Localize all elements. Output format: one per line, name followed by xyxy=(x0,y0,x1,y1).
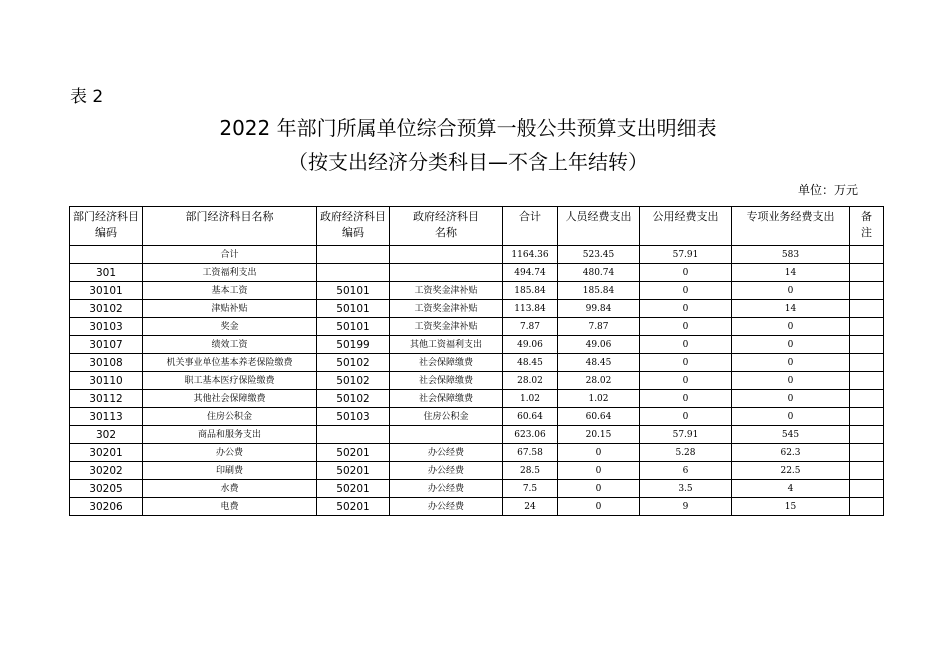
cell-personnel: 0 xyxy=(558,480,640,498)
cell-special: 0 xyxy=(732,336,850,354)
cell-dept-name: 水费 xyxy=(143,480,317,498)
cell-dept-code: 30101 xyxy=(70,282,143,300)
cell-gov-code xyxy=(317,426,390,444)
table-header-row xyxy=(70,207,884,246)
cell-dept-code: 30113 xyxy=(70,408,143,426)
cell-special: 545 xyxy=(732,426,850,444)
cell-total: 7.87 xyxy=(503,318,558,336)
cell-special: 583 xyxy=(732,246,850,264)
cell-gov-name: 工资奖金津补贴 xyxy=(390,318,503,336)
cell-dept-code: 30206 xyxy=(70,498,143,516)
cell-total: 1164.36 xyxy=(503,246,558,264)
cell-special: 0 xyxy=(732,408,850,426)
cell-dept-code: 30201 xyxy=(70,444,143,462)
cell-public: 0 xyxy=(640,408,732,426)
cell-public: 0 xyxy=(640,318,732,336)
cell-dept-name: 机关事业单位基本养老保险缴费 xyxy=(143,354,317,372)
cell-special: 15 xyxy=(732,498,850,516)
cell-dept-code: 30110 xyxy=(70,372,143,390)
cell-dept-code: 30108 xyxy=(70,354,143,372)
cell-dept-name: 职工基本医疗保险缴费 xyxy=(143,372,317,390)
column-header-special: 专项业务经费支出 xyxy=(732,207,850,246)
cell-public: 6 xyxy=(640,462,732,480)
cell-total: 623.06 xyxy=(503,426,558,444)
table-row xyxy=(70,318,884,336)
cell-total: 49.06 xyxy=(503,336,558,354)
cell-dept-name: 商品和服务支出 xyxy=(143,426,317,444)
cell-dept-name: 办公费 xyxy=(143,444,317,462)
cell-personnel: 99.84 xyxy=(558,300,640,318)
cell-total: 1.02 xyxy=(503,390,558,408)
table-row xyxy=(70,300,884,318)
cell-personnel: 48.45 xyxy=(558,354,640,372)
cell-public: 0 xyxy=(640,372,732,390)
cell-total: 113.84 xyxy=(503,300,558,318)
cell-personnel: 20.15 xyxy=(558,426,640,444)
cell-note xyxy=(850,282,884,300)
cell-special: 4 xyxy=(732,480,850,498)
column-header-gov-name: 政府经济科目名称 xyxy=(390,207,503,246)
cell-special: 62.3 xyxy=(732,444,850,462)
cell-gov-code: 50201 xyxy=(317,444,390,462)
cell-personnel: 0 xyxy=(558,498,640,516)
cell-public: 0 xyxy=(640,336,732,354)
cell-public: 0 xyxy=(640,300,732,318)
table-row xyxy=(70,480,884,498)
cell-personnel: 185.84 xyxy=(558,282,640,300)
document-title: 2022 年部门所属单位综合预算一般公共预算支出明细表 xyxy=(219,116,717,140)
cell-gov-name: 工资奖金津补贴 xyxy=(390,300,503,318)
table-row xyxy=(70,264,884,282)
cell-dept-name: 基本工资 xyxy=(143,282,317,300)
cell-gov-code: 50103 xyxy=(317,408,390,426)
cell-public: 57.91 xyxy=(640,426,732,444)
table-row xyxy=(70,282,884,300)
cell-special: 0 xyxy=(732,354,850,372)
cell-note xyxy=(850,498,884,516)
cell-note xyxy=(850,426,884,444)
cell-total: 7.5 xyxy=(503,480,558,498)
cell-dept-name: 绩效工资 xyxy=(143,336,317,354)
cell-total: 185.84 xyxy=(503,282,558,300)
cell-public: 9 xyxy=(640,498,732,516)
cell-gov-code: 50101 xyxy=(317,282,390,300)
cell-dept-code: 30102 xyxy=(70,300,143,318)
cell-dept-name: 其他社会保障缴费 xyxy=(143,390,317,408)
table-row xyxy=(70,246,884,264)
budget-detail-table xyxy=(69,206,884,516)
cell-note xyxy=(850,300,884,318)
cell-gov-code: 50102 xyxy=(317,372,390,390)
cell-dept-name: 津贴补贴 xyxy=(143,300,317,318)
table-row xyxy=(70,372,884,390)
cell-personnel: 0 xyxy=(558,462,640,480)
cell-dept-name: 奖金 xyxy=(143,318,317,336)
cell-dept-code: 30202 xyxy=(70,462,143,480)
document-subtitle: （按支出经济分类科目—不含上年结转） xyxy=(288,150,648,174)
cell-gov-name xyxy=(390,426,503,444)
cell-public: 0 xyxy=(640,390,732,408)
cell-note xyxy=(850,480,884,498)
column-header-dept-name: 部门经济科目名称 xyxy=(143,207,317,246)
cell-gov-name: 办公经费 xyxy=(390,462,503,480)
cell-personnel: 480.74 xyxy=(558,264,640,282)
cell-personnel: 28.02 xyxy=(558,372,640,390)
table-row xyxy=(70,498,884,516)
cell-personnel: 7.87 xyxy=(558,318,640,336)
cell-gov-name: 社会保障缴费 xyxy=(390,372,503,390)
cell-gov-name: 其他工资福利支出 xyxy=(390,336,503,354)
cell-gov-name: 社会保障缴费 xyxy=(390,354,503,372)
cell-special: 0 xyxy=(732,318,850,336)
cell-special: 0 xyxy=(732,372,850,390)
column-header-dept-code: 部门经济科目编码 xyxy=(70,207,143,246)
cell-gov-code: 50201 xyxy=(317,480,390,498)
cell-dept-code: 30205 xyxy=(70,480,143,498)
cell-note xyxy=(850,246,884,264)
table-row xyxy=(70,390,884,408)
cell-note xyxy=(850,408,884,426)
cell-personnel: 49.06 xyxy=(558,336,640,354)
cell-dept-code: 30103 xyxy=(70,318,143,336)
column-header-note: 备注 xyxy=(850,207,884,246)
cell-dept-code: 302 xyxy=(70,426,143,444)
cell-gov-code: 50101 xyxy=(317,300,390,318)
cell-dept-name: 合计 xyxy=(143,246,317,264)
table-number-label: 表 2 xyxy=(70,87,104,107)
cell-public: 5.28 xyxy=(640,444,732,462)
cell-gov-name: 办公经费 xyxy=(390,444,503,462)
cell-gov-code: 50199 xyxy=(317,336,390,354)
cell-personnel: 60.64 xyxy=(558,408,640,426)
cell-personnel: 523.45 xyxy=(558,246,640,264)
cell-gov-code: 50201 xyxy=(317,462,390,480)
column-header-total: 合计 xyxy=(503,207,558,246)
cell-total: 48.45 xyxy=(503,354,558,372)
cell-dept-code: 30112 xyxy=(70,390,143,408)
cell-public: 3.5 xyxy=(640,480,732,498)
cell-special: 22.5 xyxy=(732,462,850,480)
table-row xyxy=(70,462,884,480)
cell-special: 0 xyxy=(732,390,850,408)
table-row xyxy=(70,336,884,354)
cell-dept-code xyxy=(70,246,143,264)
cell-note xyxy=(850,354,884,372)
cell-note xyxy=(850,462,884,480)
cell-personnel: 1.02 xyxy=(558,390,640,408)
table-row xyxy=(70,426,884,444)
cell-gov-code: 50102 xyxy=(317,354,390,372)
cell-gov-code xyxy=(317,246,390,264)
table-row xyxy=(70,444,884,462)
cell-total: 24 xyxy=(503,498,558,516)
table-body xyxy=(70,246,884,516)
column-header-personnel: 人员经费支出 xyxy=(558,207,640,246)
cell-public: 57.91 xyxy=(640,246,732,264)
cell-dept-code: 301 xyxy=(70,264,143,282)
cell-gov-name: 住房公积金 xyxy=(390,408,503,426)
cell-special: 0 xyxy=(732,282,850,300)
cell-note xyxy=(850,444,884,462)
cell-gov-name xyxy=(390,264,503,282)
cell-dept-name: 印刷费 xyxy=(143,462,317,480)
cell-dept-name: 工资福利支出 xyxy=(143,264,317,282)
cell-gov-name xyxy=(390,246,503,264)
cell-special: 14 xyxy=(732,300,850,318)
cell-note xyxy=(850,336,884,354)
cell-gov-name: 社会保障缴费 xyxy=(390,390,503,408)
cell-total: 60.64 xyxy=(503,408,558,426)
cell-gov-name: 办公经费 xyxy=(390,480,503,498)
cell-special: 14 xyxy=(732,264,850,282)
table-row xyxy=(70,408,884,426)
cell-total: 28.02 xyxy=(503,372,558,390)
cell-gov-name: 办公经费 xyxy=(390,498,503,516)
cell-note xyxy=(850,390,884,408)
column-header-public: 公用经费支出 xyxy=(640,207,732,246)
cell-gov-code: 50201 xyxy=(317,498,390,516)
cell-total: 67.58 xyxy=(503,444,558,462)
cell-note xyxy=(850,318,884,336)
cell-gov-code: 50101 xyxy=(317,318,390,336)
cell-gov-code xyxy=(317,264,390,282)
cell-total: 494.74 xyxy=(503,264,558,282)
cell-personnel: 0 xyxy=(558,444,640,462)
cell-note xyxy=(850,264,884,282)
cell-note xyxy=(850,372,884,390)
cell-gov-name: 工资奖金津补贴 xyxy=(390,282,503,300)
cell-public: 0 xyxy=(640,354,732,372)
cell-dept-name: 电费 xyxy=(143,498,317,516)
column-header-gov-code: 政府经济科目编码 xyxy=(317,207,390,246)
unit-label: 单位：万元 xyxy=(797,183,858,197)
cell-dept-code: 30107 xyxy=(70,336,143,354)
cell-public: 0 xyxy=(640,282,732,300)
cell-gov-code: 50102 xyxy=(317,390,390,408)
cell-total: 28.5 xyxy=(503,462,558,480)
cell-dept-name: 住房公积金 xyxy=(143,408,317,426)
table-row xyxy=(70,354,884,372)
cell-public: 0 xyxy=(640,264,732,282)
